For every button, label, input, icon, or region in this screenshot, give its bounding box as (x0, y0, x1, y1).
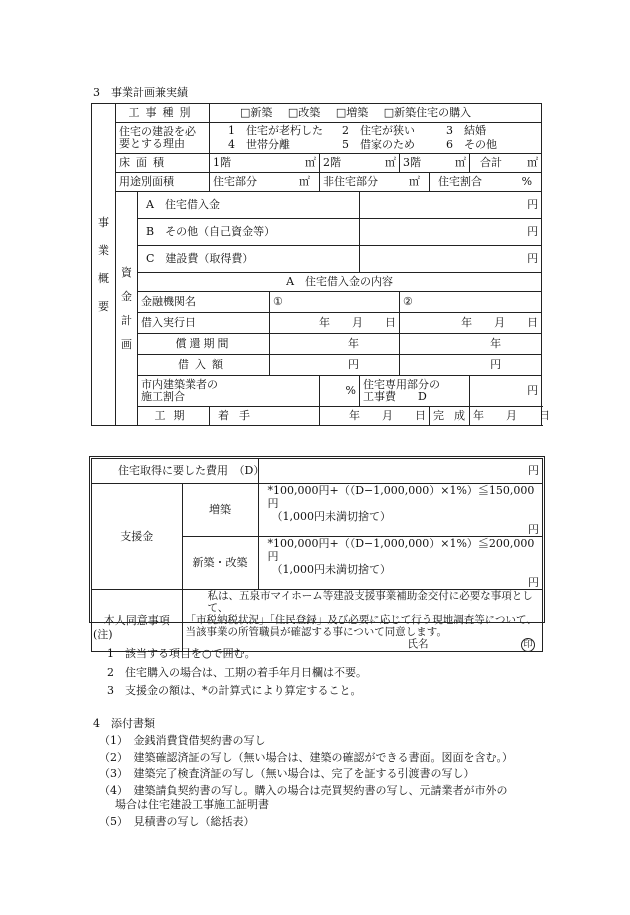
note-item: 3 支援金の額は、*の計算式により算定すること。 (107, 684, 362, 698)
institution-2[interactable]: ② (400, 292, 542, 313)
new-rebuild-formula[interactable]: *100,000円+（（D−1,000,000）×1%）≦200,000円 （1,000円未満切捨て） 円 (258, 537, 542, 590)
fund-c-amount[interactable]: 円 (360, 246, 542, 273)
construction-type-label: 工事種別 (116, 104, 210, 123)
attachment-item: （5） 見積書の写し（総括表） (99, 814, 255, 828)
note-item: 1 該当する項目を○で囲む。 (107, 646, 256, 660)
period-start-label: 着手 (210, 407, 320, 426)
subsidy-box (91, 458, 543, 652)
exec-date-label: 借入実行日 (138, 313, 270, 334)
housing-cost-amount[interactable]: 円 (470, 376, 542, 407)
reason-label: 住宅の建設を必 要とする理由 (116, 123, 210, 154)
attachment-item: （2） 建築確認済証の写し（無い場合は、建築の確認ができる書面。図面を含む。） (99, 750, 513, 764)
loan-amount-2[interactable]: 円 (400, 355, 542, 376)
period-label: 工期 (138, 407, 210, 426)
usage-area-label: 用途別面積 (116, 173, 210, 192)
floor-area-2f[interactable]: 2階 ㎡ (320, 154, 400, 173)
notes-title: (注) (93, 628, 113, 641)
reason-options[interactable]: 1 住宅が老朽した 2 住宅が狭い 3 結婚 4 世帯分離 5 借家のため 6 その他 (210, 123, 542, 154)
fund-b-amount[interactable]: 円 (360, 219, 542, 246)
acquisition-cost-amount[interactable]: 円 (258, 459, 542, 484)
subsidy-label: 支援金 (92, 484, 182, 590)
usage-area-housing[interactable]: 住宅部分 ㎡ (210, 173, 320, 192)
local-builder-label: 市内建築業者の 施工割合 (138, 376, 320, 407)
loan-amount-1[interactable]: 円 (270, 355, 400, 376)
fund-a-amount[interactable]: 円 (360, 192, 542, 219)
floor-area-3f[interactable]: 3階 ㎡ (400, 154, 470, 173)
seal-icon: 印 (521, 638, 535, 652)
new-rebuild-label: 新築・改築 (182, 537, 258, 590)
loan-content-header: A 住宅借入金の内容 (138, 273, 542, 292)
extension-formula[interactable]: *100,000円+（（D−1,000,000）×1%）≦150,000円 （1,000円未満切捨て） 円 (258, 484, 542, 537)
fund-a-label: A 住宅借入金 (138, 192, 360, 219)
note-item: 2 住宅購入の場合は、工期の着手年月日欄は不要。 (107, 665, 367, 679)
usage-area-ratio[interactable]: 住宅割合 % (430, 173, 542, 192)
notes-section (93, 628, 367, 698)
attachment-item: （4） 建築請負契約書の写し。購入の場合は売買契約書の写し、元請業者が市外の (99, 784, 508, 797)
consent-text: 私は、五泉市マイホーム等建設支援事業補助金交付に必要な事項として、 「市税納税状況」「住民登録」及び必要に応じて行う現地調査等について、 当該事業の所管職員が確認する事について同意します。 氏名 印 (182, 590, 542, 652)
extension-label: 増築 (182, 484, 258, 537)
exec-date-1[interactable]: 年 月 日 (270, 313, 400, 334)
attachment-item: （3） 建築完了検査済証の写し（無い場合は、完了を証する引渡書の写し） (99, 767, 475, 781)
construction-type-options[interactable]: □新築 □改築 □増築 □新築住宅の購入 (210, 104, 542, 123)
consent-label: 本人同意事項 (92, 590, 182, 652)
housing-cost-label: 住宅専用部分の 工事費 D (360, 376, 470, 407)
acquisition-cost-label: 住宅取得に要した費用 （D） (92, 459, 258, 484)
fund-b-label: B その他（自己資金等） (138, 219, 360, 246)
business-plan-table (91, 103, 550, 426)
repay-period-2[interactable]: 年 (400, 334, 542, 355)
institution-1[interactable]: ① (270, 292, 400, 313)
floor-area-total[interactable]: 合計 ㎡ (470, 154, 542, 173)
period-finish-date[interactable]: 年 月 日 (470, 407, 542, 426)
institution-label: 金融機関名 (138, 292, 270, 313)
side-label-fund-plan: 資 金 計 画 (116, 192, 138, 426)
attachment-item-cont: 場合は住宅建設工事施工証明書 (115, 797, 269, 811)
repay-period-label: 償還期間 (138, 334, 270, 355)
section-3-title: 3 事業計画兼実績 (93, 86, 188, 99)
local-builder-ratio[interactable]: % (320, 376, 360, 407)
fund-c-label: C 建設費（取得費） (138, 246, 360, 273)
repay-period-1[interactable]: 年 (270, 334, 400, 355)
side-label-business-overview: 事 業 概 要 (92, 104, 116, 426)
loan-amount-label: 借入額 (138, 355, 270, 376)
period-start-date[interactable]: 年 月 日 (320, 407, 430, 426)
usage-area-non-housing[interactable]: 非住宅部分 ㎡ (320, 173, 430, 192)
floor-area-1f[interactable]: 1階 ㎡ (210, 154, 320, 173)
attachment-item: （1） 金銭消費貸借契約書の写し (99, 733, 266, 747)
period-finish-label: 完成 (430, 407, 470, 426)
name-label: 氏名 (407, 638, 429, 650)
attachments-title: 4 添付書類 (93, 717, 155, 730)
floor-area-label: 床面積 (116, 154, 210, 173)
attachments-section (93, 717, 513, 828)
exec-date-2[interactable]: 年 月 日 (400, 313, 542, 334)
